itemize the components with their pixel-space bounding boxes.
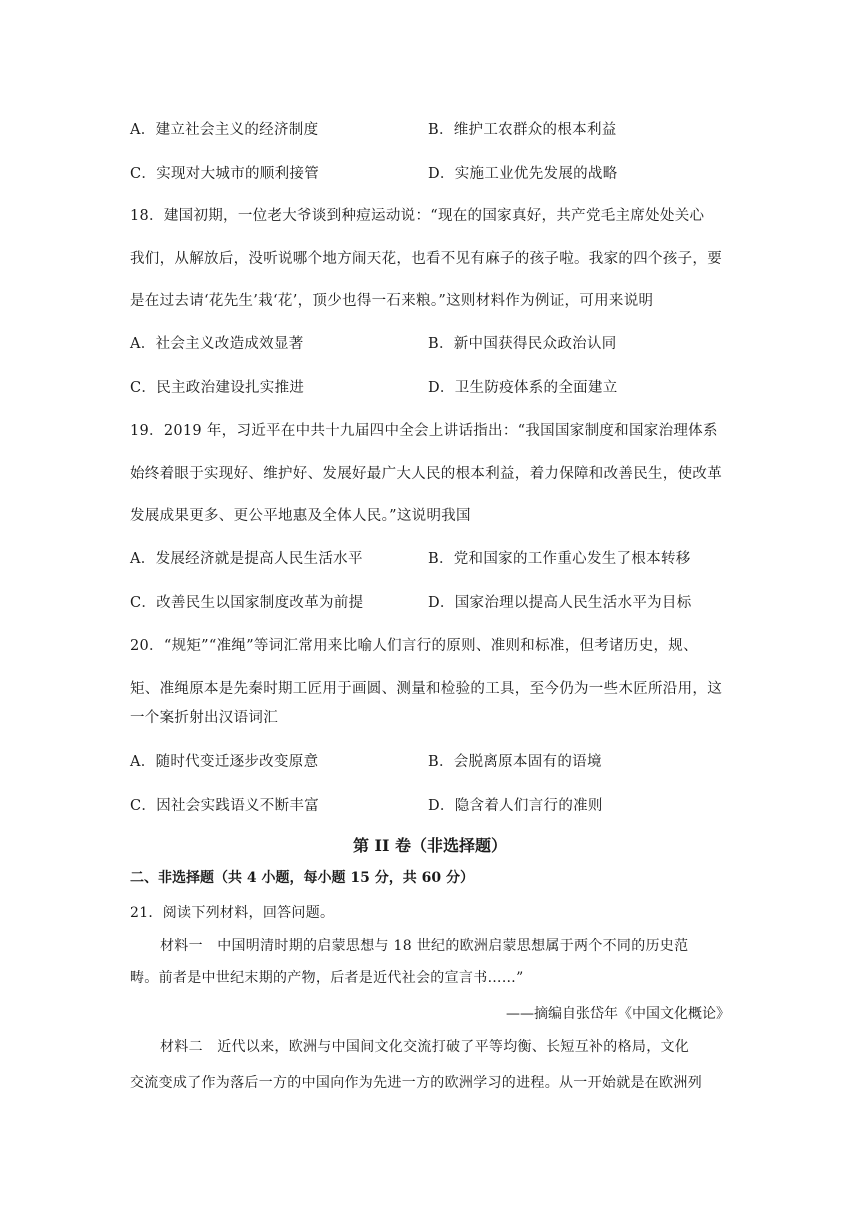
q20-option-b: B．会脱离原本固有的语境 bbox=[428, 754, 602, 770]
q18-stem-line-2: 我们，从解放后，没听说哪个地方闹天花，也看不见有麻子的孩子啦。我家的四个孩子，要 bbox=[130, 251, 722, 267]
q18-option-c: C．民主政治建设扎实推进 bbox=[130, 380, 305, 396]
q21-stem: 21．阅读下列材料，回答问题。 bbox=[130, 905, 335, 921]
q21-material-1-line-1: 材料一 中国明清时期的启蒙思想与 18 世纪的欧洲启蒙思想属于两个不同的历史范 bbox=[160, 938, 689, 954]
q18-option-d: D．卫生防疫体系的全面建立 bbox=[428, 380, 618, 396]
q19-option-d: D．国家治理以提高人民生活水平为目标 bbox=[428, 595, 692, 611]
q17-option-b: B．维护工农群众的根本利益 bbox=[428, 122, 617, 138]
q21-material-1-line-2: 畴。前者是中世纪末期的产物，后者是近代社会的宣言书……” bbox=[130, 970, 524, 986]
q20-stem-line-3: 一个案折射出汉语词汇 bbox=[130, 710, 278, 726]
q17-option-d: D．实施工业优先发展的战略 bbox=[428, 166, 618, 182]
q20-stem-line-1: 20．“规矩”“准绳”等词汇常用来比喻人们言行的原则、准则和标准，但考诸历史，规、 bbox=[130, 638, 698, 654]
q18-stem-line-1: 18．建国初期，一位老大爷谈到种痘运动说：“现在的国家真好，共产党毛主席处处关心 bbox=[130, 208, 705, 224]
q17-option-a: A．建立社会主义的经济制度 bbox=[130, 122, 319, 138]
q20-stem-line-2: 矩、准绳原本是先秦时期工匠用于画圆、测量和检验的工具，至今仍为一些木匠所沿用，这 bbox=[130, 681, 722, 697]
section-subtitle: 二、非选择题（共 4 小题，每小题 15 分，共 60 分） bbox=[130, 870, 474, 886]
q20-option-a: A．随时代变迁逐步改变原意 bbox=[130, 754, 319, 770]
q19-option-b: B．党和国家的工作重心发生了根本转移 bbox=[428, 551, 691, 567]
q21-material-1-citation: ——摘编自张岱年《中国文化概论》 bbox=[506, 1006, 730, 1022]
q19-stem-line-2: 始终着眼于实现好、维护好、发展好最广大人民的根本利益，着力保障和改善民生，使改革 bbox=[130, 466, 722, 482]
section-title: 第 II 卷（非选择题） bbox=[352, 836, 508, 855]
q18-option-a: A．社会主义改造成效显著 bbox=[130, 336, 304, 352]
q19-stem-line-1: 19．2019 年，习近平在中共十九届四中全会上讲话指出：“我国国家制度和国家治理体系 bbox=[130, 423, 718, 439]
q19-option-a: A．发展经济就是提高人民生活水平 bbox=[130, 551, 363, 567]
q17-option-c: C．实现对大城市的顺利接管 bbox=[130, 166, 319, 182]
q20-option-c: C．因社会实践语义不断丰富 bbox=[130, 798, 319, 814]
q18-option-b: B．新中国获得民众政治认同 bbox=[428, 336, 617, 352]
q18-stem-line-3: 是在过去请‘花先生’栽‘花’，顶少也得一石来粮。”这则材料作为例证，可用来说明 bbox=[130, 293, 654, 309]
q21-material-2-line-1: 材料二 近代以来，欧洲与中国间文化交流打破了平等均衡、长短互补的格局，文化 bbox=[160, 1039, 690, 1055]
q20-option-d: D．隐含着人们言行的准则 bbox=[428, 798, 603, 814]
q21-material-2-line-2: 交流变成了作为落后一方的中国向作为先进一方的欧洲学习的进程。从一开始就是在欧洲列 bbox=[130, 1075, 702, 1091]
q19-stem-line-3: 发展成果更多、更公平地惠及全体人民。”这说明我国 bbox=[130, 508, 471, 524]
q19-option-c: C．改善民生以国家制度改革为前提 bbox=[130, 595, 364, 611]
